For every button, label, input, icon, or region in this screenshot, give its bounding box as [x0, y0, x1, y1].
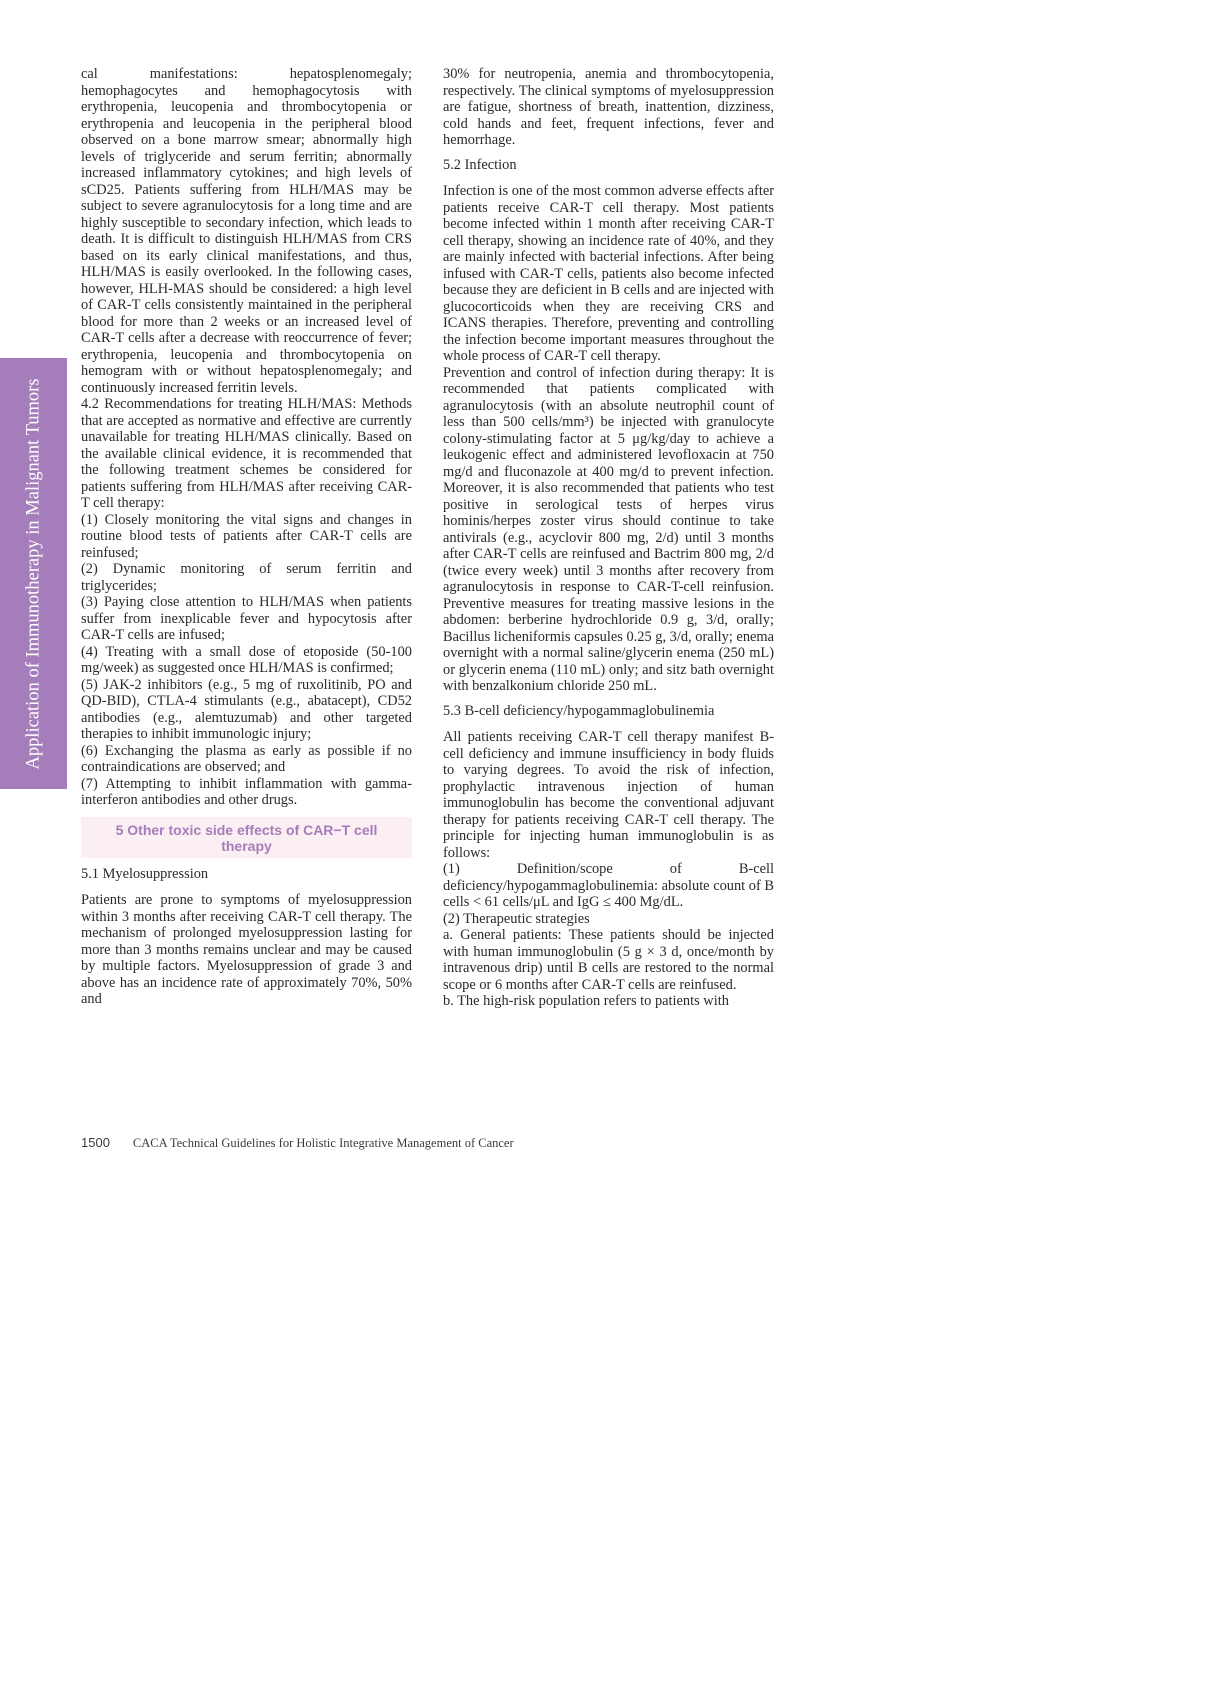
subsection-heading: 5.1 Myelosuppression [81, 865, 209, 882]
list-item: (6) Exchanging the plasma as early as possible if no contraindications are observed; and [81, 742, 412, 775]
right-column [443, 66, 774, 1010]
list-item: (1) Closely monitoring the vital signs and changes in routine blood tests of patients after CAR-T cells are reinfused; [81, 511, 412, 561]
side-tab [0, 358, 67, 789]
subsection-heading: 5.2 Infection [443, 156, 517, 173]
paragraph: (2) Therapeutic strategies [443, 910, 590, 927]
paragraph: (1) Definition/scope of B-cell deficiency/hypogammaglobulinemia: absolute count of B cells < 61 cells/μL and IgG ≤ 400 Mg/dL. [443, 861, 774, 910]
page-footer [81, 1135, 514, 1151]
footer-title: CACA Technical Guidelines for Holistic Integrative Management of Cancer [132, 1136, 514, 1150]
list-item: (3) Paying close attention to HLH/MAS when patients suffer from inexplicable fever and hypocytosis after CAR-T cells are infused; [81, 594, 412, 643]
paragraph: Prevention and control of infection during therapy: It is recommended that patients complicated with agranulocytosis (with an absolute neutrophil count of less than 500 cells/mm³) be injected with granulocyte colony-stimulating factor at 5 μg/kg/day to achieve a leukogenic effect and administered levofloxacin at 750 mg/d and fluconazole at 400 mg/d to prevent infection. Moreover, it is also recommended that patients who test positive in serological tests of herpes virus hominis/herpes zoster virus should continue to take antivirals (e.g., acyclovir 800 mg, 2/d) until 3 months after CAR-T cells are reinfused and Bactrim 800 mg, 2/d (twice every week) until 3 months after recovery from agranulocytosis in response to CAR-T-cell reinfusion. Preventive measures for treating massive lesions in the abdomen: berberine hydrochloride 0.9 g, 3/d, orally; Bacillus licheniformis capsules 0.25 g, 3/d, orally; enema overnight with a normal saline/glycerin enema (250 mL) or glycerin enema (110 mL) only; and sitz bath overnight with benzalkonium chloride 250 mL. [443, 364, 774, 694]
paragraph: 30% for neutropenia, anemia and thrombocytopenia, respectively. The clinical symptoms of myelosuppression are fatigue, shortness of breath, inattention, dizziness, cold hands and feet, frequent infections, fever and hemorrhage. [443, 66, 774, 148]
page-number: 1500 [81, 1135, 110, 1150]
paragraph: 4.2 Recommendations for treating HLH/MAS: Methods that are accepted as normative and effective are currently unavailable for treating HLH/MAS clinically. Based on the available clinical evidence, it is recommended that the following treatment schemes be considered for patients suffering from HLH/MAS after receiving CAR-T cell therapy: [81, 396, 412, 511]
paragraph: All patients receiving CAR-T cell therapy manifest B-cell deficiency and immune insufficiency in body fluids to varying degrees. To avoid the risk of infection, prophylactic intravenous injection of human immunoglobulin has become the conventional adjuvant therapy for patients receiving CAR-T cell therapy. The principle for injecting human immunoglobulin is as follows: [443, 729, 774, 861]
section-heading: 5 Other toxic side effects of CAR−T cell therapy [81, 817, 412, 858]
paragraph: a. General patients: These patients should be injected with human immunoglobulin (5 g × 3 d, once/month by intravenous drip) until B cells are restored to the normal scope or 6 months after CAR-T cells are reinfused. [443, 927, 774, 993]
subsection-heading: 5.3 B-cell deficiency/hypogammaglobulinemia [443, 702, 715, 719]
paragraph: Patients are prone to symptoms of myelosuppression within 3 months after receiving CAR-T cell therapy. The mechanism of prolonged myelosuppression lasting for more than 3 months remains unclear and may be caused by multiple factors. Myelosuppression of grade 3 and above has an incidence rate of approximately 70%, 50% and [81, 892, 412, 1007]
list-item: (2) Dynamic monitoring of serum ferritin and triglycerides; [81, 561, 412, 594]
list-item: (5) JAK-2 inhibitors (e.g., 5 mg of ruxolitinib, PO and QD-BID), CTLA-4 stimulants (e.g., abatacept), CD52 antibodies (e.g., alemtuzumab) and other targeted therapies to inhibit immunologic injury; [81, 676, 412, 742]
list-item: (7) Attempting to inhibit inflammation with gamma-interferon antibodies and other drugs. [81, 775, 412, 808]
side-tab-text: Application of Immunotherapy in Malignant Tumors [23, 377, 43, 770]
list-item: (4) Treating with a small dose of etoposide (50-100 mg/week) as suggested once HLH/MAS is confirmed; [81, 643, 412, 676]
paragraph: cal manifestations: hepatosplenomegaly; hemophagocytes and hemophagocytosis with erythropenia, leucopenia and thrombocytopenia or erythropenia and leucopenia in the peripheral blood observed on a bone marrow smear; abnormally high levels of triglyceride and serum ferritin; abnormally increased inflammatory cytokines; and high levels of sCD25. Patients suffering from HLH/MAS may be subject to severe agranulocytosis for a long time and are highly susceptible to secondary infection, which leads to death. It is difficult to distinguish HLH/MAS from CRS based on its early clinical manifestations, and thus, HLH/MAS is easily overlooked. In the following cases, however, HLH-MAS should be considered: a high level of CAR-T cells consistently maintained in the peripheral blood for more than 2 weeks or an increased level of CAR-T cells after a decrease with reoccurrence of fever; erythropenia, leucopenia and thrombocytopenia on hemogram with or without hepatosplenomegaly; and continuously increased ferritin levels. [81, 66, 412, 396]
paragraph: b. The high-risk population refers to patients with [443, 993, 729, 1009]
paragraph: Infection is one of the most common adverse effects after patients receive CAR-T cell therapy. Most patients become infected within 1 month after receiving CAR-T cell therapy, showing an incidence rate of 40%, and they are mainly infected with bacterial infections. After being infused with CAR-T cells, patients also become infected because they are deficient in B cells and are injected with glucocorticoids when they are receiving CRS and ICANS therapies. Therefore, preventing and controlling the infection become important measures throughout the whole process of CAR-T cell therapy. [443, 183, 774, 364]
left-column [81, 66, 412, 1008]
